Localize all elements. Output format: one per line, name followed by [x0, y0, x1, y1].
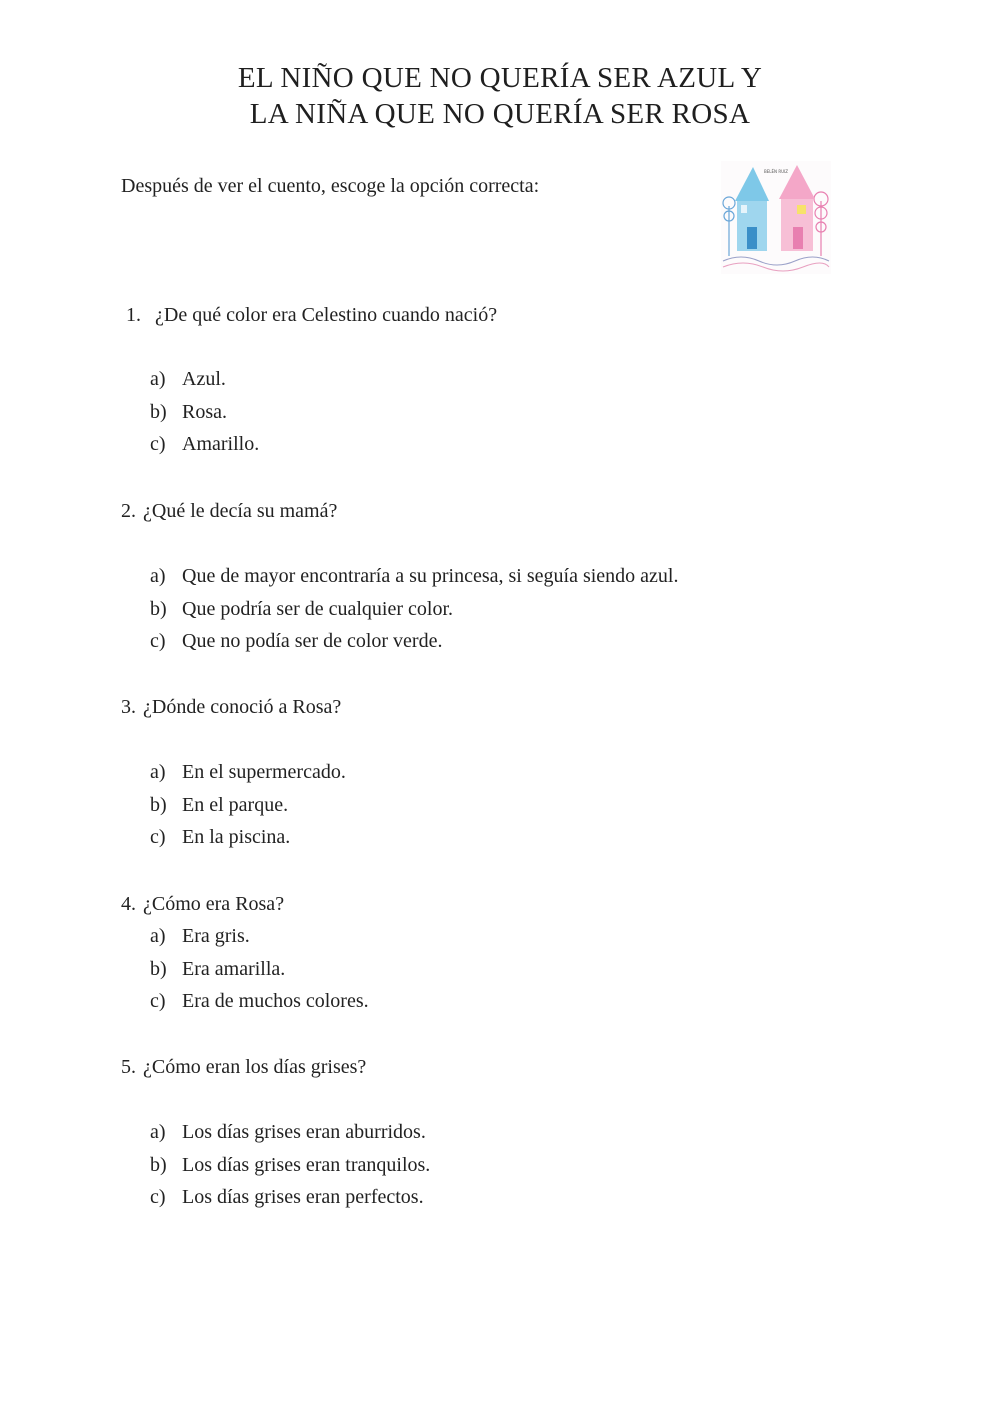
book-cover-image — [721, 161, 831, 274]
options-4 — [150, 920, 369, 1018]
question-3 — [121, 693, 341, 721]
option-text: Los días grises eran tranquilos. — [182, 1153, 431, 1176]
option-letter: a) — [150, 368, 166, 390]
option-text: En la piscina. — [182, 826, 291, 848]
question-text: ¿Qué le decía su mamá? — [143, 500, 338, 522]
question-text: ¿Cómo eran los días grises? — [143, 1056, 367, 1078]
question-number: 3. — [121, 696, 136, 718]
option-3c[interactable] — [150, 821, 346, 854]
question-text: ¿De qué color era Celestino cuando nació? — [155, 304, 498, 326]
option-2b[interactable] — [150, 593, 678, 626]
question-number: 1. — [126, 304, 141, 326]
option-letter: c) — [150, 433, 166, 455]
option-1c[interactable] — [150, 428, 259, 461]
question-1 — [126, 301, 497, 329]
title-line-2: LA NIÑA QUE NO QUERÍA SER ROSA — [249, 98, 751, 130]
option-letter: a) — [150, 565, 166, 587]
cover-author: BELÉN RUIZ — [764, 169, 788, 174]
option-letter: a) — [150, 1121, 166, 1143]
option-4b[interactable] — [150, 953, 369, 986]
option-1b[interactable] — [150, 396, 259, 429]
instructions: Después de ver el cuento, escoge la opción correcta: — [121, 175, 540, 197]
option-text: En el supermercado. — [182, 761, 346, 783]
option-text: Los días grises eran perfectos. — [182, 1186, 424, 1208]
option-letter: c) — [150, 826, 166, 848]
options-3 — [150, 756, 346, 854]
option-letter: b) — [150, 957, 167, 980]
option-text: Los días grises eran aburridos. — [182, 1121, 426, 1143]
question-2 — [121, 497, 337, 525]
option-text: Que podría ser de cualquier color. — [182, 597, 454, 620]
option-text: Que de mayor encontraría a su princesa, si seguía siendo azul. — [182, 565, 679, 587]
page-title — [0, 60, 1000, 132]
option-letter: a) — [150, 761, 166, 783]
option-letter: c) — [150, 630, 166, 652]
option-text: Que no podía ser de color verde. — [182, 630, 443, 652]
option-5c[interactable] — [150, 1181, 430, 1214]
option-1a[interactable] — [150, 363, 259, 396]
option-letter: a) — [150, 925, 166, 947]
question-text: ¿Dónde conoció a Rosa? — [143, 696, 342, 718]
option-letter: c) — [150, 1186, 166, 1208]
option-letter: b) — [150, 400, 167, 423]
option-text: Era de muchos colores. — [182, 990, 369, 1012]
question-text: ¿Cómo era Rosa? — [143, 893, 285, 915]
options-1 — [150, 363, 259, 461]
options-2 — [150, 560, 678, 658]
option-2c[interactable] — [150, 625, 678, 658]
option-4c[interactable] — [150, 985, 369, 1018]
option-5b[interactable] — [150, 1149, 430, 1182]
options-5 — [150, 1116, 430, 1214]
question-number: 4. — [121, 893, 136, 915]
option-3a[interactable] — [150, 756, 346, 789]
question-number: 5. — [121, 1056, 136, 1078]
option-letter: c) — [150, 990, 166, 1012]
option-text: Era amarilla. — [182, 957, 286, 980]
option-letter: b) — [150, 597, 167, 620]
option-text: Rosa. — [182, 400, 227, 423]
question-5 — [121, 1053, 366, 1081]
option-3b[interactable] — [150, 789, 346, 822]
option-2a[interactable] — [150, 560, 678, 593]
option-text: En el parque. — [182, 793, 289, 816]
question-4 — [121, 890, 284, 918]
option-letter: b) — [150, 1153, 167, 1176]
option-4a[interactable] — [150, 920, 369, 953]
option-text: Era gris. — [182, 925, 250, 947]
question-number: 2. — [121, 500, 136, 522]
option-text: Azul. — [182, 368, 226, 390]
option-5a[interactable] — [150, 1116, 430, 1149]
option-letter: b) — [150, 793, 167, 816]
title-line-1: EL NIÑO QUE NO QUERÍA SER AZUL Y — [237, 62, 763, 94]
option-text: Amarillo. — [182, 433, 260, 455]
